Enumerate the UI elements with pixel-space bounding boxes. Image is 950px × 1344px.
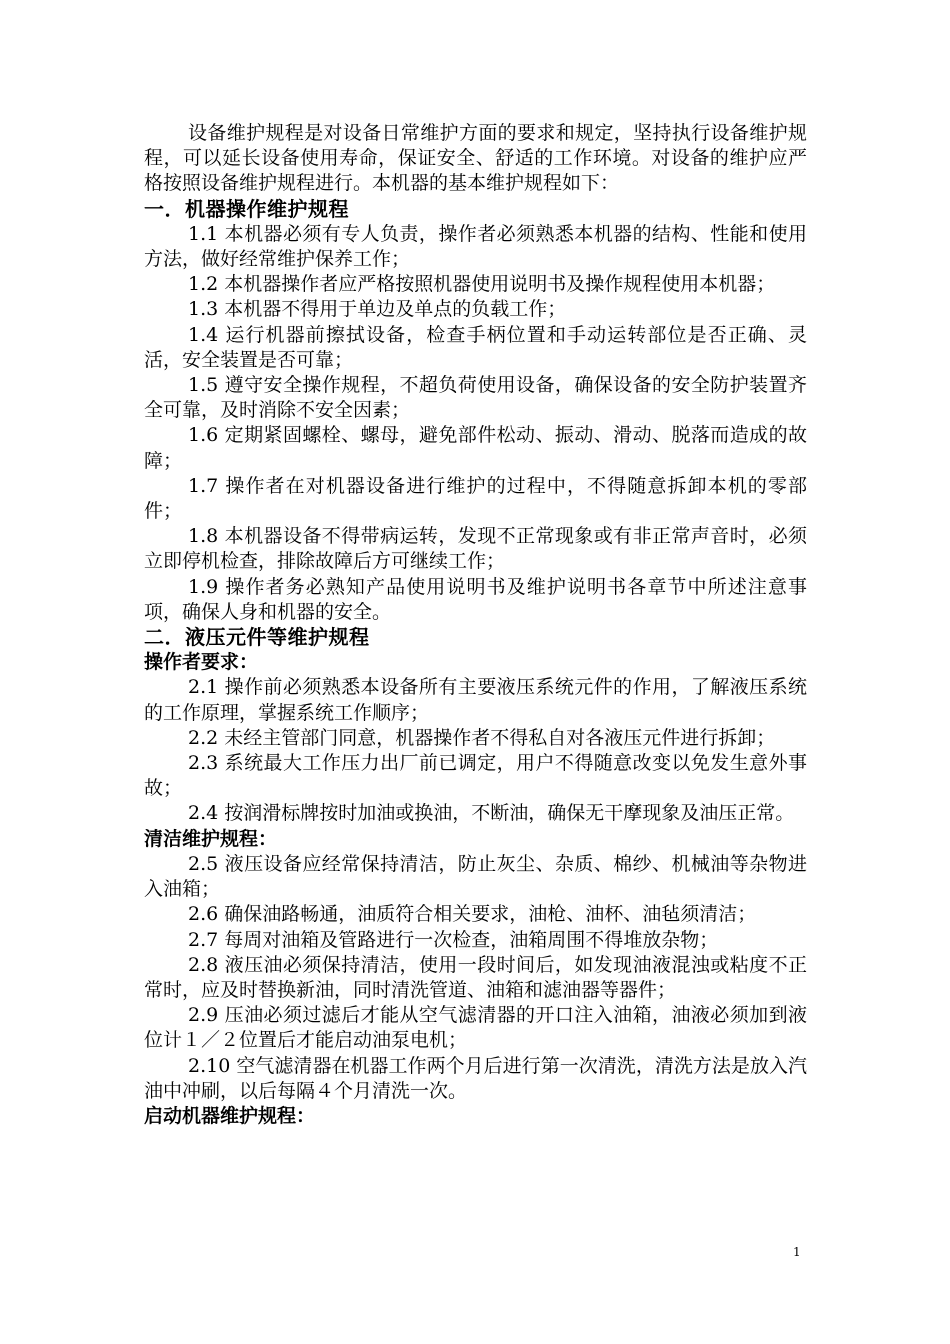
list-item: 1.3 本机器不得用于单边及单点的负载工作； — [188, 298, 567, 321]
list-item: 1.9 操作者务必熟知产品使用说明书及维护说明书各章节中所述注意事项，确保人身和机器的安全。 — [144, 575, 807, 623]
list-item: 2.9 压油必须过滤后才能从空气滤清器的开口注入油箱，油液必须加到液位计１／２位置后才能启动油泵电机； — [144, 1004, 807, 1052]
list-item: 2.8 液压油必须保持清洁，使用一段时间后，如发现油液混浊或粘度不正常时，应及时替换新油，同时清洗管道、油箱和滤油器等器件； — [144, 953, 807, 1001]
page-number: 1 — [793, 1245, 801, 1259]
list-item: 2.1 操作前必须熟悉本设备所有主要液压系统元件的作用，了解液压系统的工作原理，掌握系统工作顺序； — [144, 676, 807, 724]
subheading-cleaning: 清洁维护规程： — [144, 827, 278, 850]
section-heading-2: 二．液压元件等维护规程 — [144, 625, 370, 650]
list-item: 2.4 按润滑标牌按时加油或换油，不断油，确保无干摩现象及油压正常。 — [188, 802, 795, 825]
subheading-startup: 启动机器维护规程： — [144, 1104, 316, 1127]
list-item: 2.6 确保油路畅通，油质符合相关要求，油枪、油杯、油毡须清洁； — [188, 903, 757, 926]
list-item: 2.10 空气滤清器在机器工作两个月后进行第一次清洗，清洗方法是放入汽油中冲刷，以后每隔４个月清洗一次。 — [144, 1054, 807, 1102]
list-item: 1.6 定期紧固螺栓、螺母，避免部件松动、振动、滑动、脱落而造成的故障； — [144, 424, 807, 472]
intro-paragraph: 设备维护规程是对设备日常维护方面的要求和规定，坚持执行设备维护规程，可以延长设备使用寿命，保证安全、舒适的工作环境。对设备的维护应严格按照设备维护规程进行。本机器的基本维护规程如下： — [144, 122, 807, 195]
section-heading-1: 一．机器操作维护规程 — [144, 196, 349, 221]
list-item: 2.5 液压设备应经常保持清洁，防止灰尘、杂质、棉纱、机械油等杂物进入油箱； — [144, 852, 807, 901]
list-item: 2.3 系统最大工作压力出厂前已调定，用户不得随意改变以免发生意外事故； — [144, 752, 807, 800]
subheading-operator: 操作者要求： — [144, 651, 259, 674]
document-body — [144, 121, 807, 1129]
list-item: 1.1 本机器必须有专人负责，操作者必须熟悉本机器的结构、性能和使用方法，做好经常维护保养工作； — [144, 222, 807, 271]
list-item: 1.8 本机器设备不得带病运转，发现不正常现象或有非正常声音时，必须立即停机检查，排除故障后方可继续工作； — [144, 525, 807, 573]
list-item: 1.4 运行机器前擦拭设备，检查手柄位置和手动运转部位是否正确、灵活，安全装置是否可靠； — [144, 323, 807, 371]
list-item: 2.7 每周对油箱及管路进行一次检查，油箱周围不得堆放杂物； — [188, 928, 719, 951]
list-item: 2.2 未经主管部门同意，机器操作者不得私自对各液压元件进行拆卸； — [188, 726, 776, 749]
list-item: 1.5 遵守安全操作规程，不超负荷使用设备，确保设备的安全防护装置齐全可靠，及时消除不安全因素； — [144, 374, 807, 422]
list-item: 1.7 操作者在对机器设备进行维护的过程中，不得随意拆卸本机的零部件； — [144, 474, 807, 523]
list-item: 1.2 本机器操作者应严格按照机器使用说明书及操作规程使用本机器； — [188, 273, 776, 296]
